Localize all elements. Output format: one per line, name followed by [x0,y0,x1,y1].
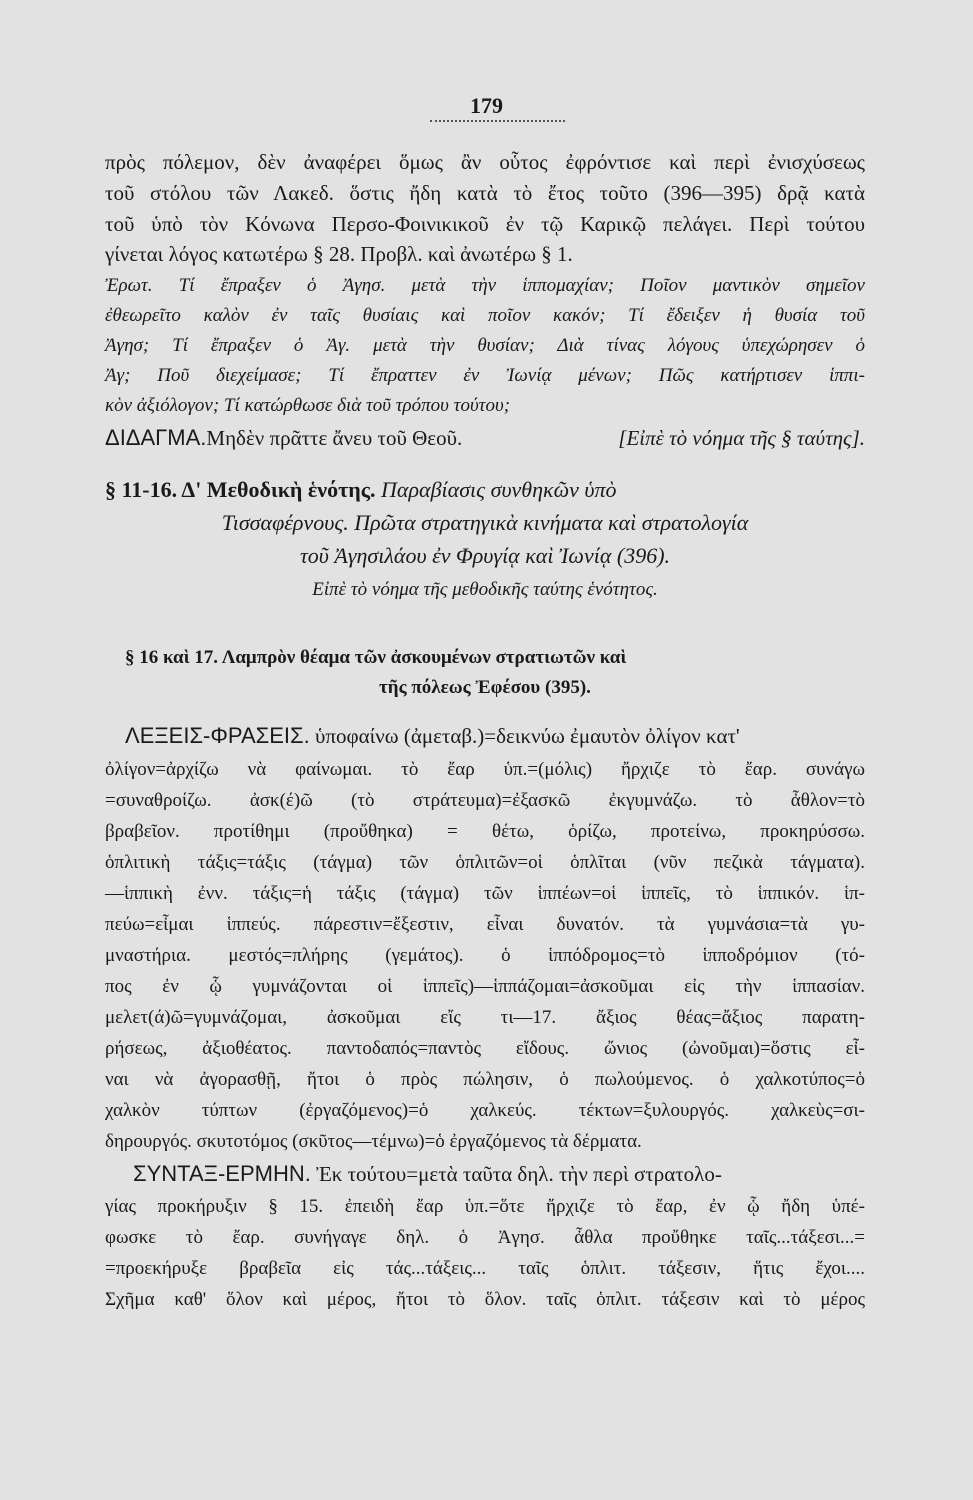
syntax-first: Ἐκ τούτου=μετὰ ταῦτα δηλ. τὴν περὶ στρατολο- [316,1162,722,1186]
syntax-line: φωσκε τὸ ἔαρ. συνήγαγε δηλ. ὁ Ἀγησ. ἆθλα προὔθηκε ταῖς...τάξεσι...= [105,1227,865,1248]
lexeis-line: ὁπλιτικὴ τάξις=τάξις (τάγμα) τῶν ὁπλιτῶν=οἱ ὁπλῖται (νῦν πεζικὰ τάγματα). [105,852,865,873]
section-heading-line: Τισσαφέρνους. Πρῶτα στρατηγικὰ κινήματα καὶ στρατολογία [221,510,749,535]
paragraph-line: πρὸς πόλεμον, δὲν ἀναφέρει ὅμως ἂν οὗτος ἐφρόντισε καὶ περὶ ἐνισχύσεως [105,150,865,174]
lexeis-line: =συναθροίζω. ἀσκ(έ)ῶ (τὸ στράτευμα)=ἐξασκῶ ἐκγυμνάζω. τὸ ἆθλον=τὸ [105,790,865,811]
lexeis-first: ὑποφαίνω (ἀμεταβ.)=δεικνύω ἐμαυτὸν ὀλίγον κατ' [315,724,740,748]
subsection-heading: § 16 καὶ 17. Λαμπρὸν θέαμα τῶν ἀσκουμένων στρατιωτῶν καὶ [125,647,627,668]
section-instruction: Εἰπὲ τὸ νόημα τῆς μεθοδικῆς ταύτης ἑνότητος. [312,579,658,600]
didagma-line [105,424,865,452]
lexeis-label: ΛΕΞΕΙΣ-ΦΡΑΣΕΙΣ. [125,723,310,748]
section-heading-bold: § 11-16. Δ' Μεθοδικὴ ἑνότης. [105,477,376,502]
didagma-text: Μηδὲν πρᾶττε ἄνευ τοῦ Θεοῦ. [206,426,463,450]
lexeis-line: πος ἐν ᾧ γυμνάζονται οἱ ἱππεῖς)—ἱππάζομαι=ἀσκοῦμαι εἰς τὴν ἱππασίαν. [105,976,865,997]
question-line: ἐθεωρεῖτο καλὸν ἐν ταῖς θυσίαις καὶ ποῖον κακόν; Τί ἔδειξεν ἡ θυσία τοῦ [105,305,865,326]
page-number: 179 [470,93,503,118]
paragraph-line: τοῦ στόλου τῶν Λακεδ. ὅστις ἤδη κατὰ τὸ ἔτος τοῦτο (396—395) δρᾷ κατὰ [105,181,865,205]
question-line: κὸν ἀξιόλογον; Τί κατώρθωσε διὰ τοῦ τρόπου τούτου; [105,395,511,416]
lexeis-line: χαλκὸν τύπτων (ἐργαζόμενος)=ὁ χαλκεύς. τέκτων=ξυλουργός. χαλκεὺς=σι- [105,1100,865,1121]
paragraph-line: γίνεται λόγος κατωτέρω § 28. Προβλ. καὶ ἀνωτέρω § 1. [105,242,573,266]
syntax-line: Σχῆμα καθ' ὅλον καὶ μέρος, ἤτοι τὸ ὅλον. ταῖς ὁπλιτ. τάξεσιν καὶ τὸ μέρος [105,1289,865,1310]
subsection-heading: τῆς πόλεως Ἐφέσου (395). [379,677,591,698]
syntax-label: ΣΥΝΤΑΞ-ΕΡΜΗΝ. [133,1161,311,1186]
syntax-line: =προεκήρυξε βραβεῖα εἰς τάς...τάξεις... ταῖς ὁπλιτ. τάξεσιν, ἥτις ἔχοι.... [105,1258,865,1279]
didagma-note: [Εἰπὲ τὸ νόημα τῆς § ταύτης]. [618,426,865,450]
section-heading-title: Παραβίασις συνθηκῶν ὑπὸ [381,477,617,502]
lexeis-line: μναστήρια. μεστός=πλήρης (γεμάτος). ὁ ἱππόδρομος=τὸ ἱπποδρόμιον (τό- [105,945,865,966]
lexeis-line: —ἱππικὴ ἐνν. τάξις=ἡ τάξις (τάγμα) τῶν ἱππέων=οἱ ἱππεῖς, τὸ ἱππικόν. ἱπ- [105,883,865,904]
lexeis-line: δηρουργός. σκυτοτόμος (σκῦτος—τέμνω)=ὁ ἐργαζόμενος τὰ δέρματα. [105,1131,642,1152]
lexeis-first-line [105,722,865,750]
syntax-line: γίας προκήρυξιν § 15. ἐπειδὴ ἔαρ ὑπ.=ὅτε ἤρχιζε τὸ ἔαρ, ἐν ᾧ ἤδη ὑπέ- [105,1196,865,1217]
lexeis-line: ναι νὰ ἀγορασθῇ, ἤτοι ὁ πρὸς πώλησιν, ὁ πωλούμενος. ὁ χαλκοτύπος=ὁ [105,1069,865,1090]
paragraph-line: τοῦ ὑπὸ τὸν Κόνωνα Περσο-Φοινικικοῦ ἐν τῷ Καρικῷ πελάγει. Περὶ τούτου [105,212,865,236]
page-number-rule [430,120,565,122]
lexeis-line: ρήσεως, ἀξιοθέατος. παντοδαπός=παντὸς εἴδους. ὤνιος (ὠνοῦμαι)=ὅστις εἶ- [105,1038,865,1059]
lexeis-line: βραβεῖον. προτίθημι (προὔθηκα) = θέτω, ὁρίζω, προτείνω, προκηρύσσω. [105,821,865,842]
section-heading [105,476,865,504]
question-line: Ἀγ; Ποῦ διεχείμασε; Τί ἔπραττεν ἐν Ἰωνίᾳ μένων; Πῶς κατήρτισεν ἱππι- [105,365,865,386]
syntax-first-line [105,1160,865,1188]
lexeis-line: μελετ(ά)ῶ=γυμνάζομαι, ἀσκοῦμαι εἴς τι—17. ἄξιος θέας=ἄξιος παρατη- [105,1007,865,1028]
section-heading-line: τοῦ Ἀγησιλάου ἐν Φρυγίᾳ καὶ Ἰωνίᾳ (396). [299,543,671,568]
lexeis-line: πεύω=εἶμαι ἱππεύς. πάρεστιν=ἔξεστιν, εἶναι δυνατόν. τὰ γυμνάσια=τὰ γυ- [105,914,865,935]
question-line: Ἐρωτ. Τί ἔπραξεν ὁ Ἀγησ. μετὰ τὴν ἱππομαχίαν; Ποῖον μαντικὸν σημεῖον [105,275,865,296]
question-line: Ἀγησ; Τί ἔπραξεν ὁ Ἀγ. μετὰ τὴν θυσίαν; Διὰ τίνας λόγους ὑπεχώρησεν ὁ [105,335,865,356]
lexeis-line: ὀλίγον=ἀρχίζω νὰ φαίνωμαι. τὸ ἔαρ ὑπ.=(μόλις) ἤρχιζε τὸ ἔαρ. συνάγω [105,759,865,780]
didagma-label: ΔΙΔΑΓΜΑ. [105,425,207,450]
